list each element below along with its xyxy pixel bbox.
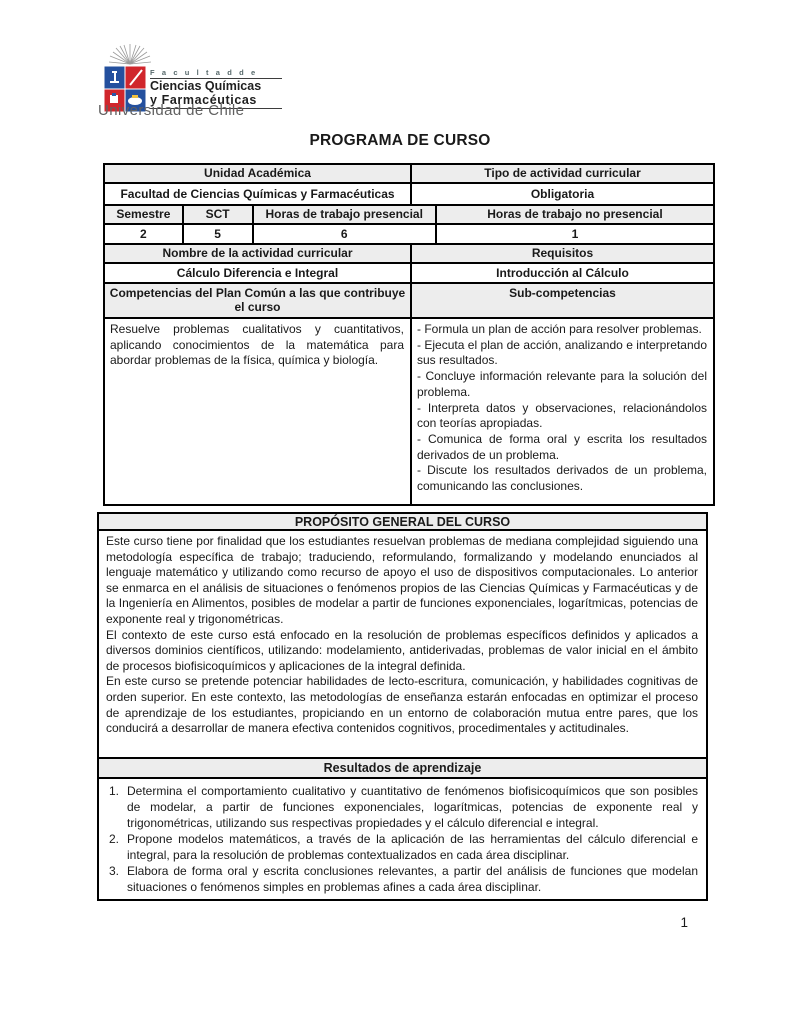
table-row <box>105 206 715 225</box>
resultado-item-text: Elabora de forma oral y escrita conclusiones relevantes, a partir del análisis de funciones que modelan situaciones o fenómenos simples en problemas afines a cada área disciplinar. <box>127 864 698 894</box>
page-number: 1 <box>680 915 688 930</box>
subcompetencia-item: - Discute los resultados derivados de un problema, comunicando las conclusiones. <box>417 463 707 494</box>
subcompetencia-item: - Ejecuta el plan de acción, analizando e interpretando sus resultados. <box>417 337 707 368</box>
horas-no-presencial-header: Horas de trabajo no presencial <box>437 206 715 225</box>
subcompetencia-item: - Interpreta datos y observaciones, relacionándolos con teorías apropiadas. <box>417 400 707 431</box>
table-row <box>99 531 708 759</box>
resultado-item-number: 1. <box>109 784 120 798</box>
tipo-actividad-value: Obligatoria <box>412 184 715 206</box>
proposito-table <box>97 512 708 901</box>
table-row <box>105 165 715 184</box>
resultado-item <box>105 783 698 831</box>
resultado-item-text: Propone modelos matemáticos, a través de la aplicación de las herramientas del cálculo diferencial e integral, para la resolución de problemas contextualizados en cada área disciplinar. <box>127 832 698 862</box>
subcompetencias-list <box>412 319 715 506</box>
resultado-item <box>105 831 698 863</box>
table-row <box>105 319 715 506</box>
resultados-aprendizaje-header: Resultados de aprendizaje <box>99 759 708 779</box>
proposito-paragraph: Este curso tiene por finalidad que los estudiantes resuelvan problemas de mediana complejidad siguiendo una metodología específica de trabajo; traduciendo, reformulando, formalizando y modelando enunciados al lenguaje matemático y utilizando como recurso de apoyo el uso de dispositivos computacionales. Lo anterior se enmarca en el análisis de situaciones o fenómenos propios de las Ciencias Químicas y Farmacéuticas y de la Ingeniería en Alimentos, posibles de modelar a partir de funciones exponenciales, logarítmicas, potencias de exponente real y trigonométricas. <box>106 534 698 626</box>
table-row <box>105 184 715 206</box>
table-row <box>99 779 708 901</box>
horas-presencial-value: 6 <box>254 225 437 245</box>
table-row <box>99 514 708 531</box>
resultado-item-text: Determina el comportamiento cualitativo y cuantitativo de fenómenos biofisicoquímicos que son posibles de modelar, a partir de funciones exponenciales, logarítmicas, potencias de exponente real y trigonométricas, utilizando sus respectivas propiedades y el cálculo diferencial e integral. <box>127 784 698 830</box>
sct-value: 5 <box>184 225 254 245</box>
subcompetencias-header: Sub-competencias <box>412 284 715 319</box>
unidad-academica-header: Unidad Académica <box>105 165 412 184</box>
resultados-aprendizaje-list <box>99 779 708 901</box>
semestre-value: 2 <box>105 225 184 245</box>
logo-ciencias-quimicas-text: Ciencias Químicas <box>150 79 262 93</box>
sct-header: SCT <box>184 206 254 225</box>
table-row <box>99 759 708 779</box>
nombre-actividad-value: Cálculo Diferencia e Integral <box>105 264 412 284</box>
proposito-paragraph: En este curso se pretende potenciar habilidades de lecto-escritura, comunicación, y habilidades cognitivas de orden superior. En este contexto, las metodologías de enseñanza estarán enfocadas en optimizar el proceso de aprendizaje de los estudiantes, propiciando en un entorno de colaboración mutua entre pares, que los conducirá a desarrollar de manera efectiva contenidos cognitivos, procedimentales y actitudinales. <box>106 674 698 736</box>
nombre-actividad-header: Nombre de la actividad curricular <box>105 245 412 264</box>
table-row <box>105 264 715 284</box>
proposito-general-header: PROPÓSITO GENERAL DEL CURSO <box>99 514 708 531</box>
resultado-item-number: 3. <box>109 864 120 878</box>
resultado-item <box>105 863 698 895</box>
logo-universidad-de-chile-text: Universidad de Chile <box>98 102 245 119</box>
competencias-text: Resuelve problemas cualitativos y cuantitativos, aplicando conocimientos de la matemática para abordar problemas de la física, química y biología. <box>105 319 412 506</box>
table-row <box>105 284 715 319</box>
proposito-paragraph: El contexto de este curso está enfocado en la resolución de problemas específicos definidos y aplicados a diversos dominios científicos, utilizando: modelamiento, antiderivadas, problemas de valor inicial en el ámbito de procesos biofisicoquímicos y aplicaciones de la integral definida. <box>106 627 698 673</box>
logo-farmaceuticas-text: y Farmacéuticas <box>150 94 282 110</box>
table-row <box>105 225 715 245</box>
requisitos-header: Requisitos <box>412 245 715 264</box>
page-title: PROGRAMA DE CURSO <box>309 132 491 149</box>
subcompetencia-item: - Concluye información relevante para la solución del problema. <box>417 369 707 399</box>
table-row <box>105 245 715 264</box>
horas-presencial-header: Horas de trabajo presencial <box>254 206 437 225</box>
logo-facultad-de-text: F a c u l t a d d e <box>150 68 282 79</box>
semestre-header: Semestre <box>105 206 184 225</box>
course-info-table <box>103 163 715 506</box>
tipo-actividad-header: Tipo de actividad curricular <box>412 165 715 184</box>
requisitos-value: Introducción al Cálculo <box>412 264 715 284</box>
resultado-item-number: 2. <box>109 832 120 846</box>
proposito-paragraphs <box>99 531 708 759</box>
subcompetencia-item: - Formula un plan de acción para resolver problemas. <box>417 322 702 336</box>
subcompetencia-item: - Comunica de forma oral y escrita los resultados derivados de un problema. <box>417 431 707 462</box>
competencias-header: Competencias del Plan Común a las que contribuye el curso <box>105 284 412 319</box>
horas-no-presencial-value: 1 <box>437 225 715 245</box>
unidad-academica-value: Facultad de Ciencias Químicas y Farmacéuticas <box>105 184 412 206</box>
